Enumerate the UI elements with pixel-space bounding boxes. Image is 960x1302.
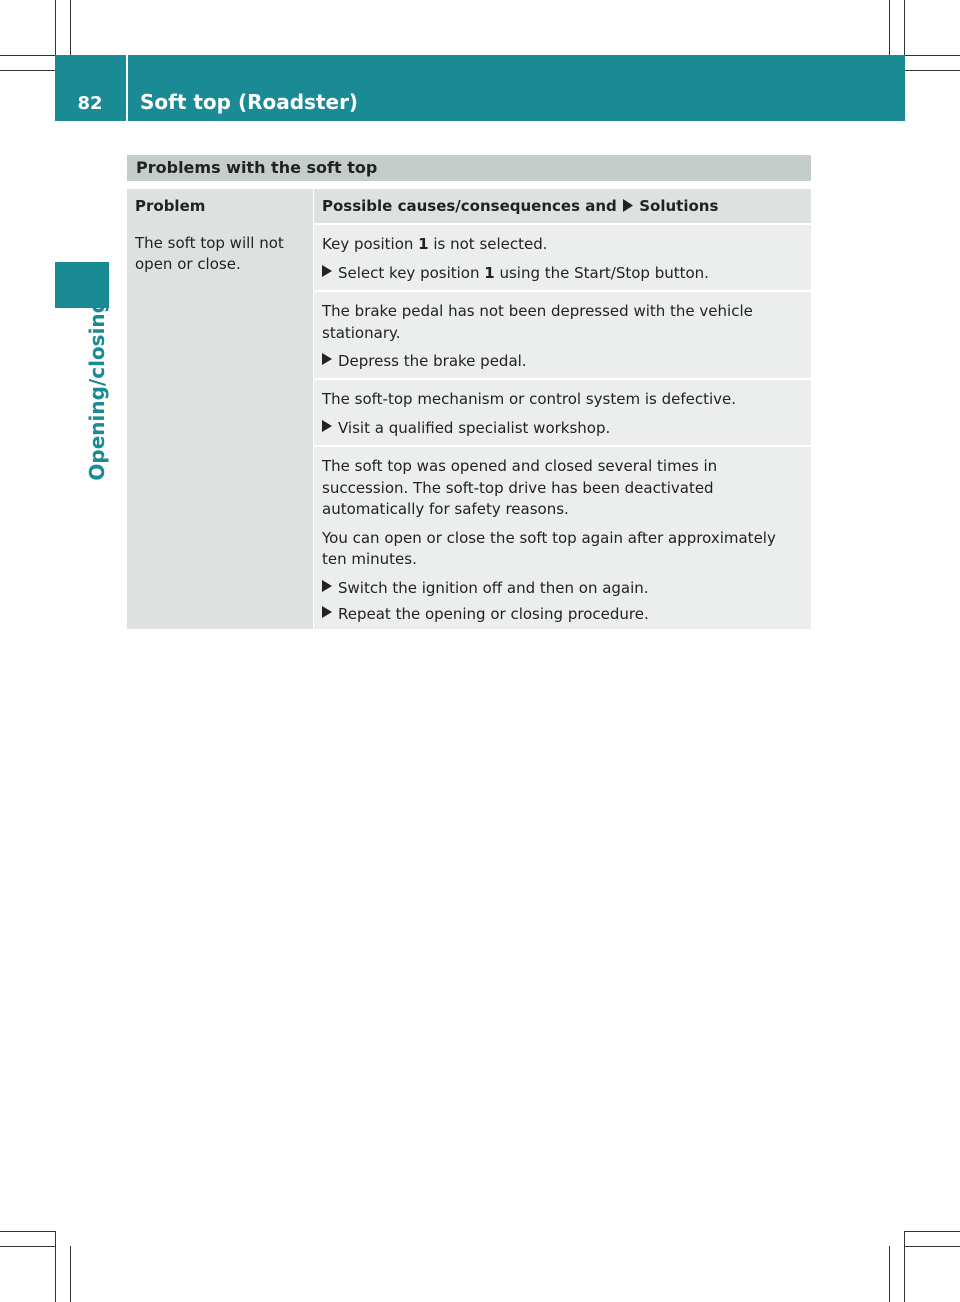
arrow-icon bbox=[322, 604, 338, 626]
crop-mark bbox=[0, 55, 55, 56]
crop-mark bbox=[70, 1246, 71, 1302]
column-header-solutions bbox=[313, 189, 811, 223]
solution-step: Repeat the opening or closing procedure. bbox=[322, 604, 803, 626]
crop-mark bbox=[904, 1231, 905, 1302]
header-divider bbox=[126, 55, 128, 121]
crop-mark bbox=[905, 70, 960, 71]
problem-cell: The soft top will not open or close. bbox=[127, 223, 313, 629]
solution-step: Visit a qualified specialist workshop. bbox=[322, 418, 803, 440]
crop-mark bbox=[905, 55, 960, 56]
crop-mark bbox=[0, 1231, 55, 1232]
solution-block bbox=[313, 223, 811, 290]
arrow-icon bbox=[322, 351, 338, 373]
column-header-problem: Problem bbox=[127, 189, 313, 223]
solution-block bbox=[313, 378, 811, 445]
arrow-icon bbox=[622, 197, 634, 215]
column-header-solutions-suffix: Solutions bbox=[639, 197, 719, 215]
side-tab-label: Opening/closing bbox=[85, 299, 109, 481]
crop-mark bbox=[905, 1231, 960, 1232]
section-title: Soft top (Roadster) bbox=[140, 90, 359, 114]
solution-block bbox=[313, 290, 811, 378]
cause-text: The soft-top mechanism or control system is defective. bbox=[322, 390, 737, 408]
arrow-icon bbox=[322, 263, 338, 285]
page-number: 82 bbox=[77, 93, 103, 114]
crop-mark bbox=[0, 70, 55, 71]
solution-block bbox=[313, 445, 811, 629]
crop-mark bbox=[889, 1246, 890, 1302]
table-title: Problems with the soft top bbox=[127, 155, 811, 181]
crop-mark bbox=[889, 0, 890, 55]
table-body bbox=[127, 223, 811, 629]
crop-mark bbox=[904, 0, 905, 55]
arrow-icon bbox=[322, 418, 338, 440]
solutions-column bbox=[313, 223, 811, 629]
solution-step: Select key position 1 using the Start/Stop button. bbox=[322, 263, 803, 285]
crop-mark bbox=[70, 0, 71, 55]
troubleshooting-table bbox=[127, 155, 811, 629]
crop-mark bbox=[55, 1231, 56, 1302]
table-header-row bbox=[127, 189, 811, 223]
cause-text: The soft top was opened and closed several times in succession. The soft-top drive has been deactivated automatically for safety reasons. bbox=[322, 457, 718, 518]
solution-step: Switch the ignition off and then on again. bbox=[322, 578, 803, 600]
crop-mark bbox=[55, 0, 56, 55]
crop-mark bbox=[905, 1246, 960, 1247]
solution-step: Depress the brake pedal. bbox=[322, 351, 803, 373]
cause-text: Key position 1 is not selected. bbox=[322, 235, 548, 253]
cause-text: You can open or close the soft top again after approximately ten minutes. bbox=[322, 528, 776, 568]
arrow-icon bbox=[322, 578, 338, 600]
cause-text: The brake pedal has not been depressed with the vehicle stationary. bbox=[322, 302, 753, 342]
column-header-solutions-prefix: Possible causes/consequences and bbox=[322, 197, 617, 215]
crop-mark bbox=[0, 1246, 55, 1247]
